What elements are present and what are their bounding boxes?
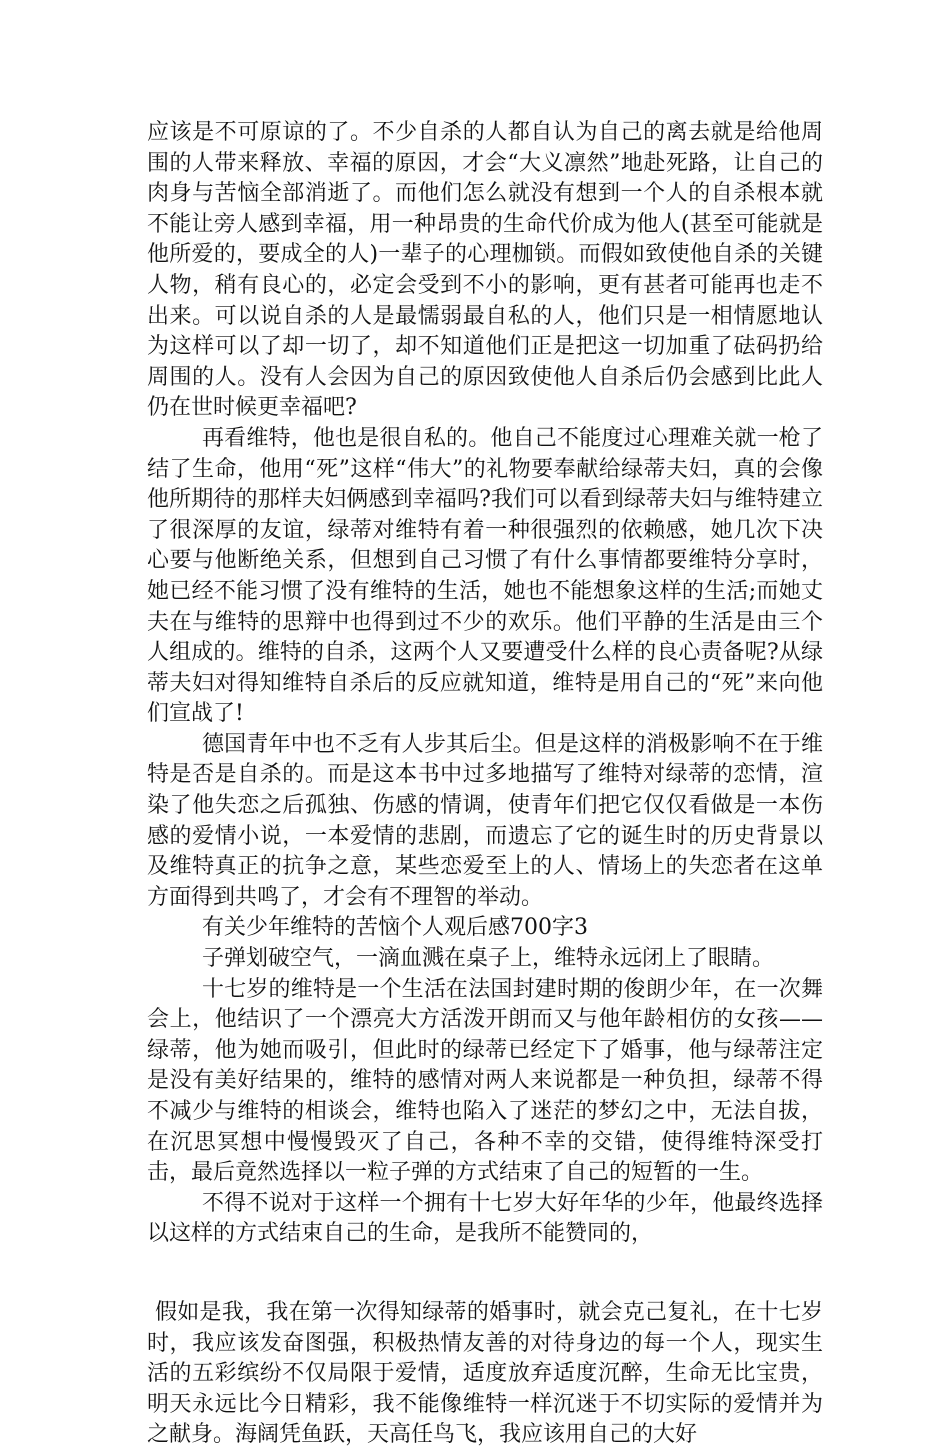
paragraph-4: 子弹划破空气，一滴血溅在桌子上，维特永远闭上了眼睛。 bbox=[202, 946, 775, 972]
paragraph-3: 德国青年中也不乏有人步其后尘。但是这样的消极影响不在于维特是否是自杀的。而是这本书中过多地描写了维特对绿蒂的恋情，渲染了他失恋之后孤独、伤感的情调，使青年们把它仅仅看做是一本伤感的爱情小说，一本爱情的悲剧，而遗忘了它的诞生时的历史背景以及维特真正的抗争之意，某些恋爱至上的人、情场上的失恋者在这单方面得到共鸣了，才会有不理智的举动。 bbox=[147, 731, 823, 910]
paragraph-7: 假如是我，我在第一次得知绿蒂的婚事时，就会克己复礼，在十七岁时，我应该发奋图强，积极热情友善的对待身边的每一个人，现实生活的五彩缤纷不仅局限于爱情，适度放弃适度沉醉，生命无比宝贵，明天永远比今日精彩，我不能像维特一样沉迷于不切实际的爱情并为之献身。海阔凭鱼跃，天高任鸟飞，我应该用自己的大好 bbox=[147, 1299, 823, 1448]
document-page bbox=[147, 118, 823, 1451]
paragraph-2: 再看维特，他也是很自私的。他自己不能度过心理难关就一枪了结了生命，他用“死”这样“伟大”的礼物要奉献给绿蒂夫妇，真的会像他所期待的那样夫妇俩感到幸福吗?我们可以看到绿蒂夫妇与维特建立了很深厚的友谊，绿蒂对维特有着一种很强烈的依赖感，她几次下决心要与他断绝关系，但想到自己习惯了有什么事情都要维特分享时，她已经不能习惯了没有维特的生活，她也不能想象这样的生活;而她丈夫在与维特的思辩中也得到过不少的欢乐。他们平静的生活是由三个人组成的。维特的自杀，这两个人又要遭受什么样的良心责备呢?从绿蒂夫妇对得知维特自杀后的反应就知道，维特是用自己的“死”来向他们宣战了! bbox=[147, 425, 823, 727]
page-gap bbox=[147, 1250, 823, 1298]
section-title: 有关少年维特的苦恼个人观后感700字3 bbox=[202, 915, 588, 941]
paragraph-1: 应该是不可原谅的了。不少自杀的人都自认为自己的离去就是给他周围的人带来释放、幸福的原因，才会“大义凛然”地赴死路，让自己的肉身与苦恼全部消逝了。而他们怎么就没有想到一个人的自杀根本就不能让旁人感到幸福，用一种昂贵的生命代价成为他人(甚至可能就是他所爱的，要成全的人)一辈子的心理枷锁。而假如致使他自杀的关键人物，稍有良心的，必定会受到不小的影响，更有甚者可能再也走不出来。可以说自杀的人是最懦弱最自私的人，他们只是一相情愿地认为这样可以了却一切了，却不知道他们正是把这一切加重了砝码扔给周围的人。没有人会因为自己的原因致使他人自杀后仍会感到比此人仍在世时候更幸福吧? bbox=[147, 120, 823, 421]
paragraph-6: 不得不说对于这样一个拥有十七岁大好年华的少年，他最终选择以这样的方式结束自己的生命，是我所不能赞同的， bbox=[147, 1190, 823, 1247]
paragraph-5: 十七岁的维特是一个生活在法国封建时期的俊朗少年，在一次舞会上，他结识了一个漂亮大方活泼开朗而又与他年龄相仿的女孩——绿蒂，他为她而吸引，但此时的绿蒂已经定下了婚事，他与绿蒂注定是没有美好结果的，维特的感情对两人来说都是一种负担，绿蒂不得不减少与维特的相谈会，维特也陷入了迷茫的梦幻之中，无法自拔，在沉思冥想中慢慢毁灭了自己，各种不幸的交错，使得维特深受打击，最后竟然选择以一粒子弹的方式结束了自己的短暂的一生。 bbox=[147, 976, 823, 1186]
